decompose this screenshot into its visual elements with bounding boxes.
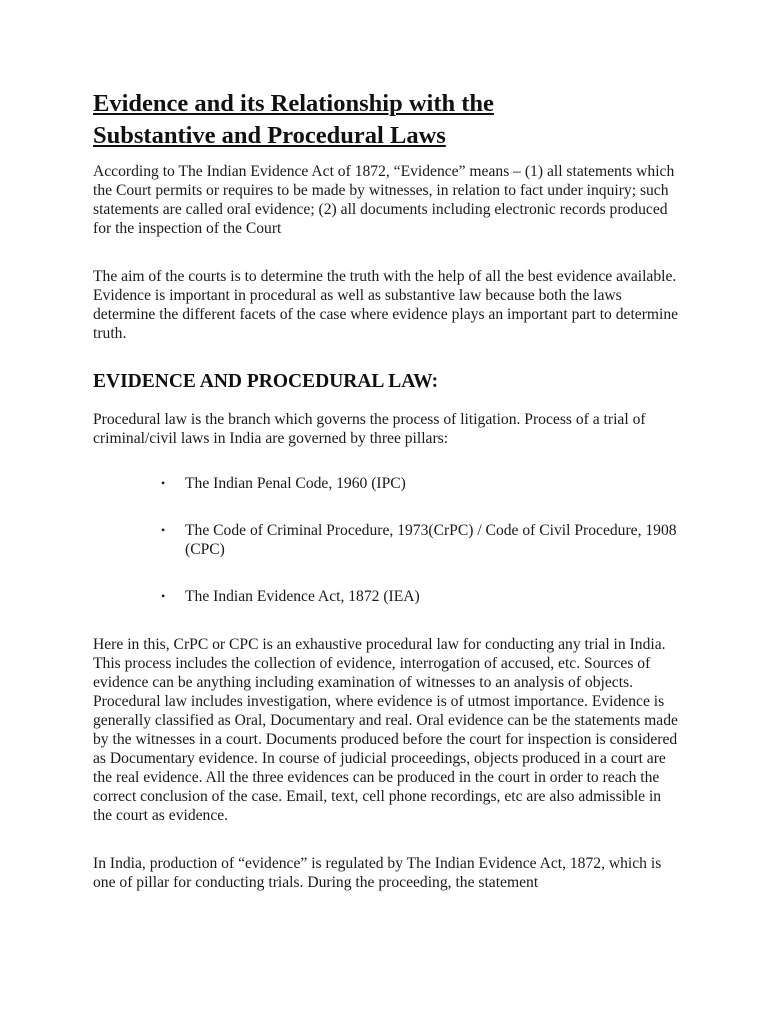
document-title — [93, 88, 683, 152]
section-intro-paragraph: Procedural law is the branch which governs the process of litigation. Process of a trial of criminal/civil laws in India are governed by three pillars: — [93, 411, 646, 447]
list-item — [161, 587, 683, 606]
list-item — [161, 474, 683, 493]
title-line-1: Evidence and its Relationship with the — [93, 90, 494, 117]
list-item-text: The Code of Criminal Procedure, 1973(CrPC) / Code of Civil Procedure, 1908 (CPC) — [185, 522, 677, 558]
bullet-icon: • — [161, 589, 166, 603]
list-item-text: The Indian Evidence Act, 1872 (IEA) — [185, 588, 420, 605]
evidence-act-paragraph: In India, production of “evidence” is regulated by The Indian Evidence Act, 1872, which is one of pillar for conducting trials. During the proceeding, the statement — [93, 855, 662, 891]
bullet-icon: • — [161, 523, 166, 537]
pillars-list — [93, 474, 683, 606]
aim-paragraph: The aim of the courts is to determine the truth with the help of all the best evidence available. Evidence is important in procedural as well as substantive law because both the laws determine the different facets of the case where evidence plays an important part to determine truth. — [93, 268, 679, 342]
definition-paragraph: According to The Indian Evidence Act of 1872, “Evidence” means – (1) all statements which the Court permits or requires to be made by witnesses, in relation to fact under inquiry; such statements are called oral evidence; (2) all documents including electronic records produced for the inspection of the Court — [93, 163, 675, 237]
list-item-text: The Indian Penal Code, 1960 (IPC) — [185, 475, 406, 492]
procedural-law-paragraph: Here in this, CrPC or CPC is an exhaustive procedural law for conducting any trial in India. This process includes the collection of evidence, interrogation of accused, etc. Sources of evidence can be anything including examination of witnesses to an analysis of objects. Procedural law includes investigation, where evidence is of utmost importance. Evidence is generally classified as Oral, Documentary and real. Oral evidence can be the statements made by the witnesses in a court. Documents produced before the court for inspection is considered as Documentary evidence. In course of judicial proceedings, objects produced in a court are the real evidence. All the three evidences can be produced in the court in order to reach the correct conclusion of the case. Email, text, cell phone recordings, etc are also admissible in the court as evidence. — [93, 636, 678, 824]
section-heading: EVIDENCE AND PROCEDURAL LAW: — [93, 371, 439, 392]
list-item — [161, 521, 683, 559]
document-page — [93, 88, 683, 892]
bullet-icon: • — [161, 476, 166, 490]
title-line-2: Substantive and Procedural Laws — [93, 122, 446, 149]
